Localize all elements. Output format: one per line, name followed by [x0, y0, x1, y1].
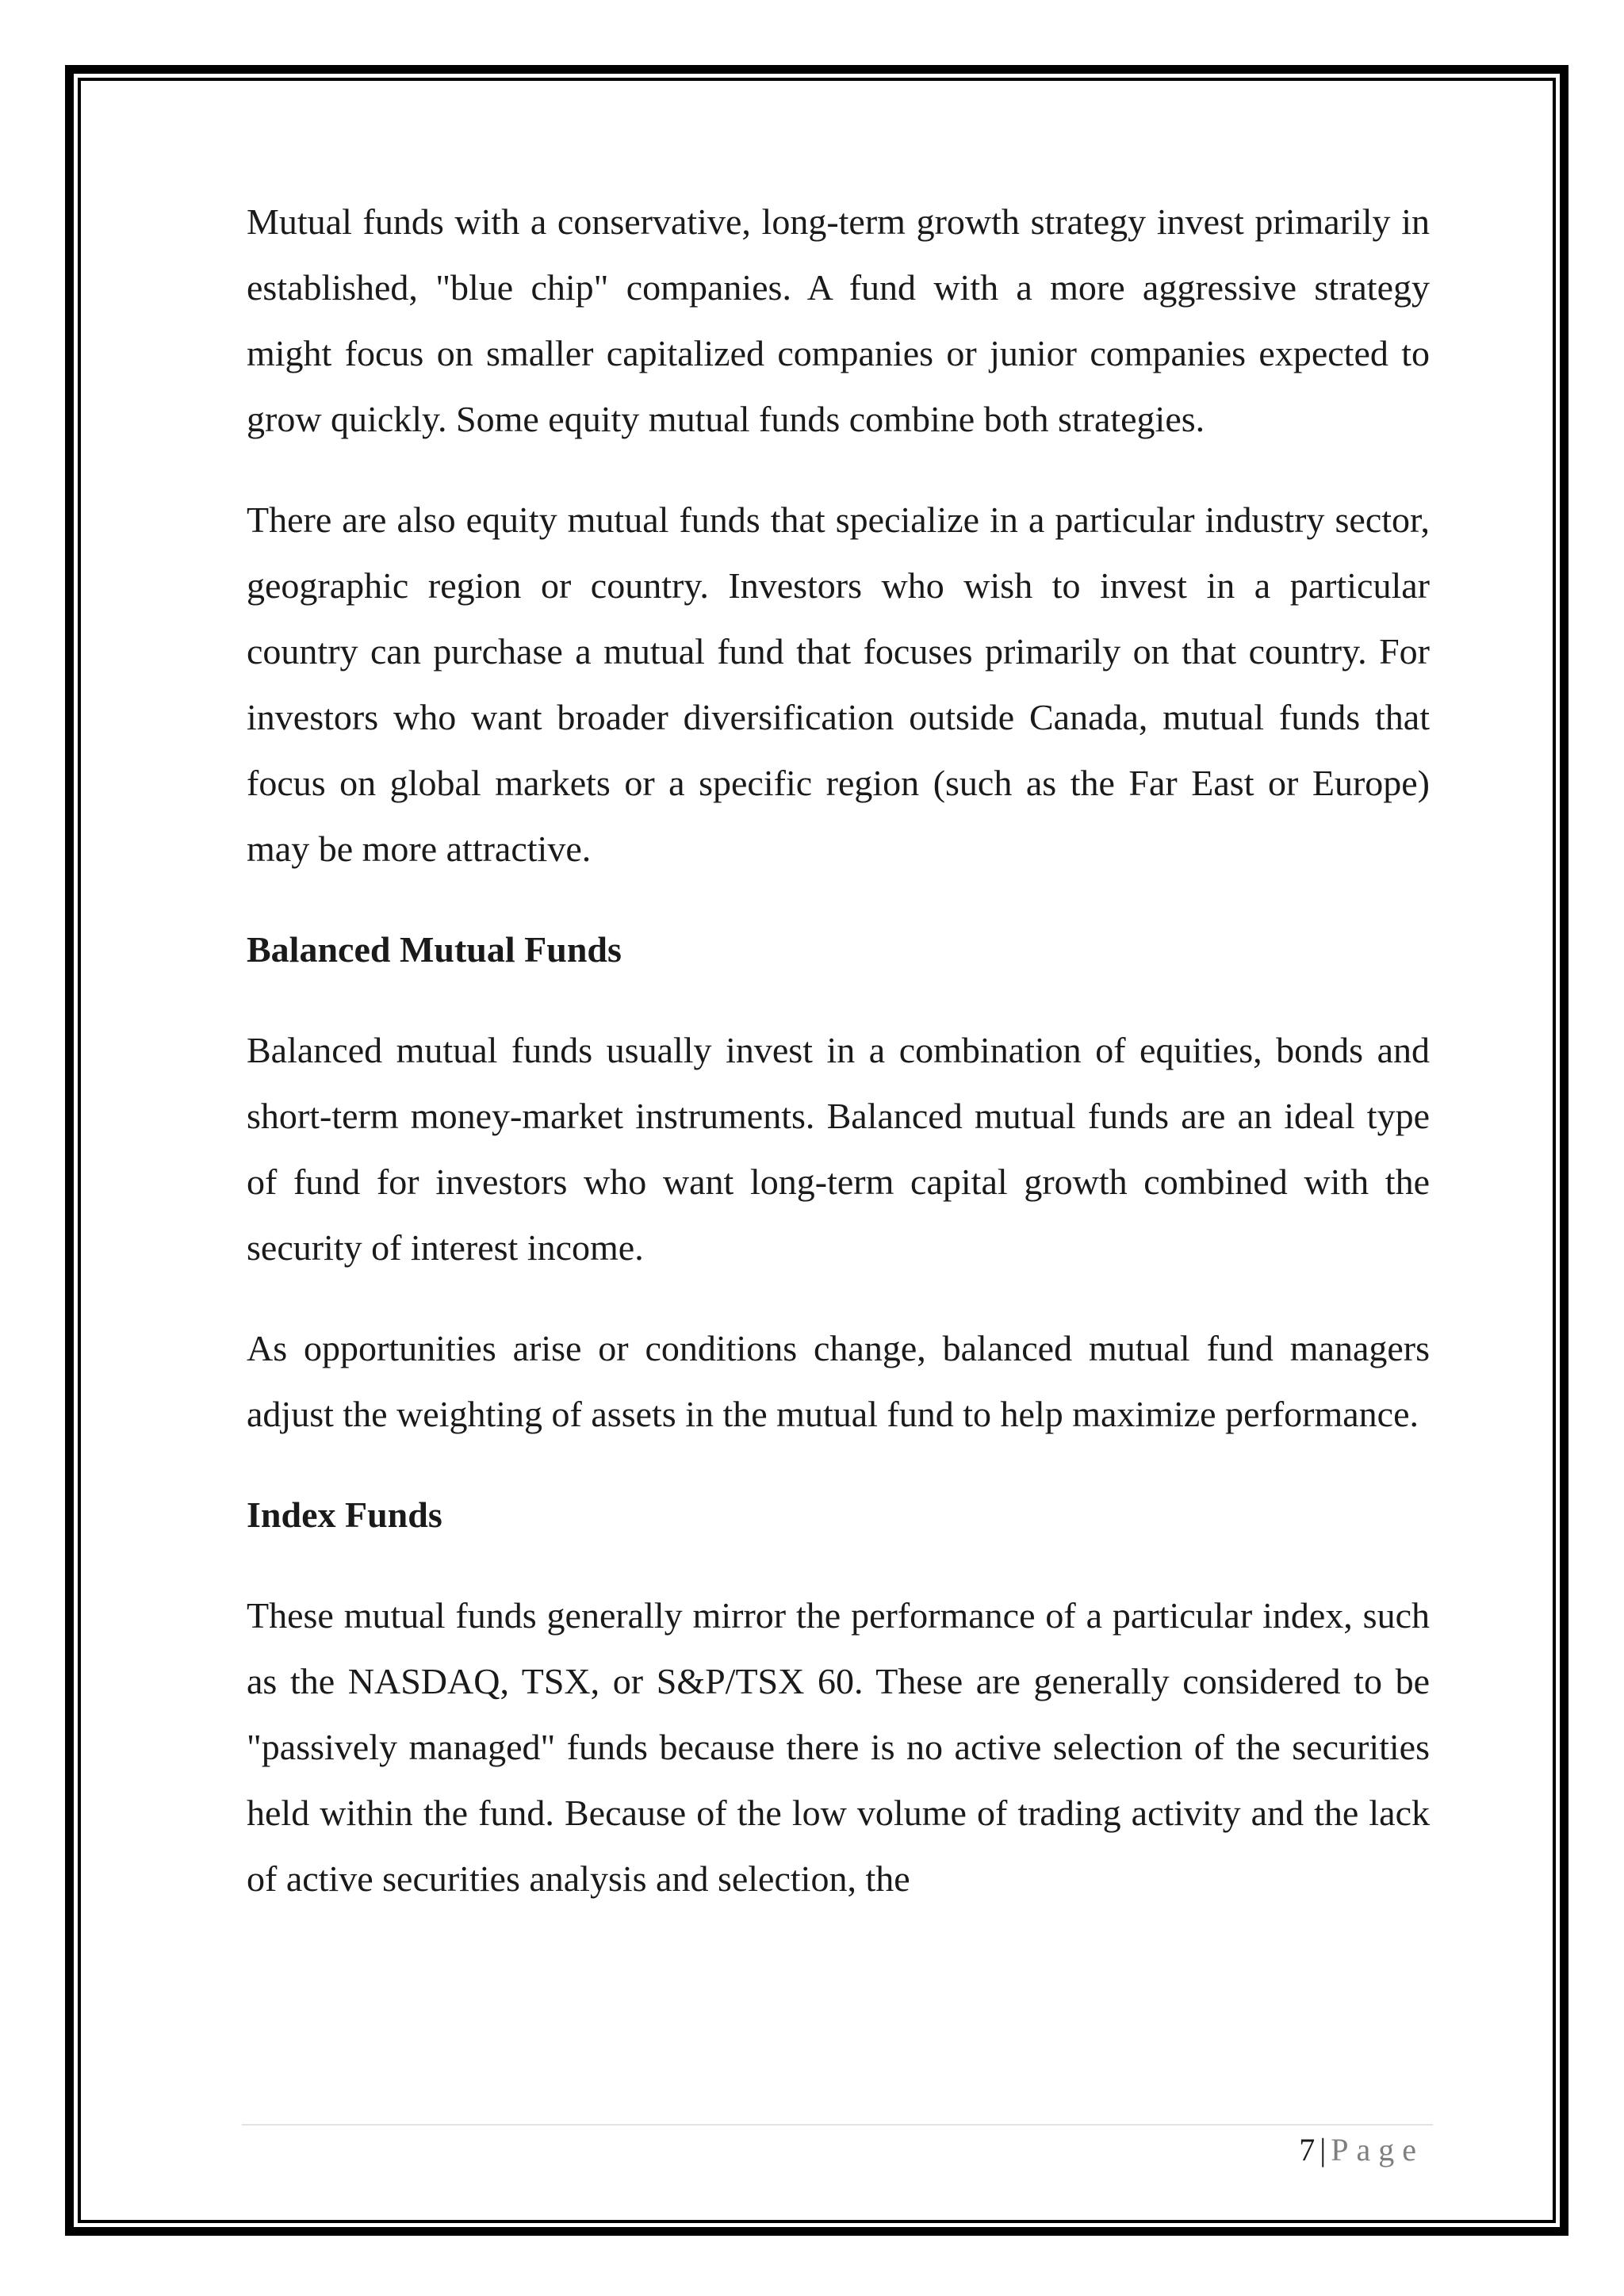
footer-divider: [242, 2124, 1433, 2126]
page-number: 7: [1299, 2132, 1316, 2168]
paragraph-index-funds: These mutual funds generally mirror the performance of a particular index, such as the NASDAQ, TSX, or S&P/TSX 60. These are generally considered to be "passively managed" funds because there is no active selection of the securities held within the fund. Because of the low volume of trading activity and the lack of active securities analysis and selection, the: [247, 1595, 1430, 1899]
heading-index-funds: Index Funds: [247, 1494, 442, 1535]
paragraph-sector-funds: There are also equity mutual funds that specialize in a particular industry sector, geographic region or country. Investors who wish to invest in a particular country can purchase a mutual fund that focuses primarily on that country. For investors who want broader diversification outside Canada, mutual funds that focus on global markets or a specific region (such as the Far East or Europe) may be more attractive.: [247, 499, 1430, 869]
footer-separator: |: [1320, 2132, 1327, 2168]
paragraph-balanced-managers: As opportunities arise or conditions change, balanced mutual fund managers adjust the weighting of assets in the mutual fund to help maximize performance.: [247, 1328, 1430, 1434]
page-label: Page: [1331, 2132, 1424, 2168]
paragraph-balanced-funds: Balanced mutual funds usually invest in a combination of equities, bonds and short-term money-market instruments. Balanced mutual funds are an ideal type of fund for investors who want long-term capital growth combined with the security of interest income.: [247, 1030, 1430, 1268]
document-body: [247, 189, 1430, 1946]
heading-balanced-mutual-funds: Balanced Mutual Funds: [247, 929, 622, 970]
paragraph-conservative-growth: Mutual funds with a conservative, long-term growth strategy invest primarily in established, "blue chip" companies. A fund with a more aggressive strategy might focus on smaller capitalized companies or junior companies expected to grow quickly. Some equity mutual funds combine both strategies.: [247, 201, 1430, 439]
page-footer: [1299, 2129, 1424, 2172]
